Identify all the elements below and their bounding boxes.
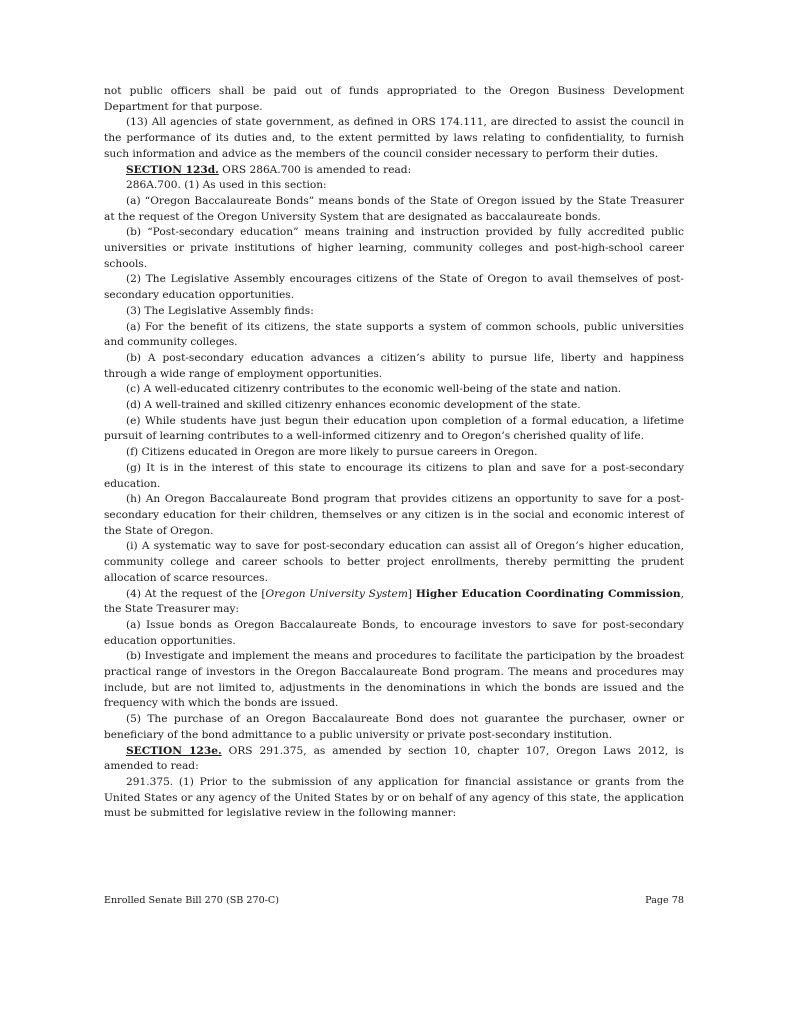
paragraph: (g) It is in the interest of this state to encourage its citizens to plan and save for a post-secondary education. — [104, 461, 684, 490]
text-run: ] — [407, 587, 416, 600]
paragraph-amendment — [104, 587, 684, 618]
bill-name: Enrolled Senate Bill 270 (SB 270-C) — [104, 895, 279, 906]
section-123d-heading — [104, 163, 684, 179]
paragraph: (2) The Legislative Assembly encourages citizens of the State of Oregon to avail themselves of post-secondary education opportunities. — [104, 273, 684, 302]
paragraph: (i) A systematic way to save for post-secondary education can assist all of Oregon’s higher education, community college and career schools to better project enrollments, thereby permitting the prudent allocation of scarce resources. — [104, 540, 684, 584]
paragraph: 286A.700. (1) As used in this section: — [126, 179, 327, 192]
page-footer — [104, 895, 684, 906]
paragraph: (13) All agencies of state government, as defined in ORS 174.111, are directed to assist the council in the performance of its duties and, to the extent permitted by laws relating to confidentiality, to furnish such information and advice as the members of the council consider necessary to perform their duties. — [104, 116, 684, 160]
text-run: (4) At the request of the [ — [126, 587, 266, 600]
inserted-text: Higher Education Coordinating Commission — [415, 587, 681, 600]
paragraph: (a) For the benefit of its citizens, the state supports a system of common schools, public universities and community colleges. — [104, 320, 684, 349]
text-run: , the State Treasurer may: — [104, 587, 685, 616]
section-label: SECTION 123d. — [126, 163, 219, 176]
paragraph: (b) A post-secondary education advances a citizen’s ability to pursue life, liberty and happiness through a wide range of employment opportunities. — [104, 351, 684, 380]
paragraph: (h) An Oregon Baccalaureate Bond program that provides citizens an opportunity to save for a post-secondary education for their children, themselves or any citizen is in the social and economic interest of the State of Oregon. — [104, 493, 684, 537]
paragraph: (c) A well-educated citizenry contributes to the economic well-being of the state and nation. — [126, 383, 622, 396]
section-label: SECTION 123e. — [126, 744, 222, 757]
document-body — [104, 84, 684, 822]
section-text: ORS 291.375, as amended by section 10, chapter 107, Oregon Laws 2012, is amended to read: — [104, 744, 684, 773]
paragraph: (a) Issue bonds as Oregon Baccalaureate Bonds, to encourage investors to save for post-secondary education opportunities. — [104, 618, 684, 647]
paragraph: (d) A well-trained and skilled citizenry enhances economic development of the state. — [126, 399, 581, 412]
paragraph: (b) “Post-secondary education” means training and instruction provided by fully accredited public universities or private institutions of higher learning, community colleges and post-high-school career schools. — [104, 226, 684, 270]
paragraph: (3) The Legislative Assembly finds: — [126, 304, 314, 317]
paragraph: not public officers shall be paid out of funds appropriated to the Oregon Business Development Department for that purpose. — [104, 85, 684, 113]
page-number: Page 78 — [645, 895, 684, 906]
paragraph: 291.375. (1) Prior to the submission of any application for financial assistance or grants from the United States or any agency of the United States by or on behalf of any agency of this state, the application must be submitted for legislative review in the following manner: — [104, 775, 684, 820]
section-text: ORS 286A.700 is amended to read: — [218, 163, 412, 176]
paragraph: (a) “Oregon Baccalaureate Bonds” means bonds of the State of Oregon issued by the State Treasurer at the request of the Oregon University System that are designated as baccalaureate bonds. — [104, 194, 684, 223]
deleted-text: Oregon University System — [265, 587, 408, 600]
paragraph: (b) Investigate and implement the means and procedures to facilitate the participation by the broadest practical range of investors in the Oregon Baccalaureate Bond program. The means and procedures may include, but are not limited to, adjustments in the denominations in which the bonds are issued and the frequency with which the bonds are issued. — [104, 650, 684, 710]
paragraph: (f) Citizens educated in Oregon are more likely to pursue careers in Oregon. — [126, 446, 538, 459]
section-123e-heading — [104, 744, 684, 775]
paragraph: (e) While students have just begun their education upon completion of a formal education, a lifetime pursuit of learning contributes to a well-informed citizenry and to Oregon’s cherished quality of life. — [104, 414, 684, 443]
paragraph: (5) The purchase of an Oregon Baccalaureate Bond does not guarantee the purchaser, owner or beneficiary of the bond admittance to a public university or private post-secondary institution. — [104, 713, 684, 741]
